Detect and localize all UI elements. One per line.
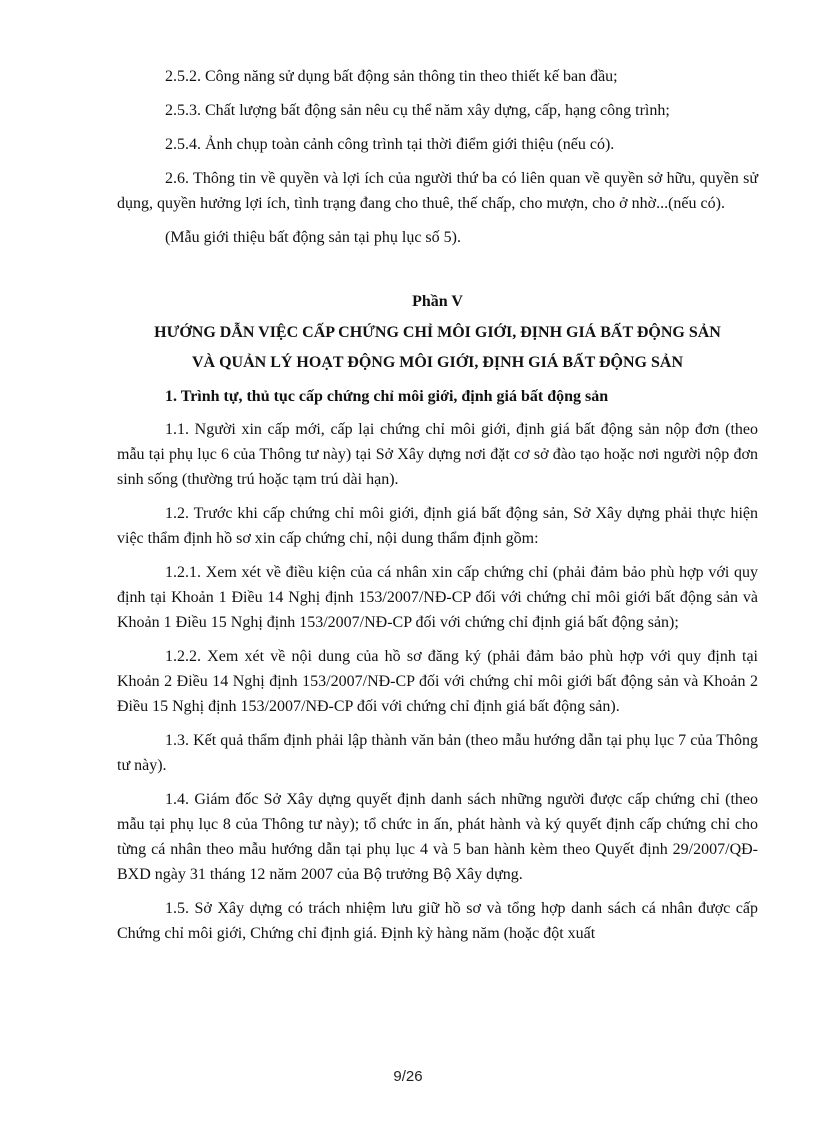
paragraph-1-2: 1.2. Trước khi cấp chứng chỉ môi giới, định giá bất động sản, Sở Xây dựng phải thực hiện việc thẩm định hồ sơ xin cấp chứng chỉ, nội dung thẩm định gồm:	[117, 505, 758, 547]
page-content	[117, 64, 758, 955]
paragraph-2-5-2: 2.5.2. Công năng sử dụng bất động sản thông tin theo thiết kế ban đầu;	[165, 68, 618, 85]
paragraph-1-2-1: 1.2.1. Xem xét về điều kiện của cá nhân xin cấp chứng chỉ (phải đảm bảo phù hợp với quy định tại Khoản 1 Điều 14 Nghị định 153/2007/NĐ-CP đối với chứng chỉ môi giới bất động sản và Khoản 1 Điều 15 Nghị định 153/2007/NĐ-CP đối với chứng chỉ định giá bất động sản);	[117, 564, 758, 631]
section-1-heading: 1. Trình tự, thủ tục cấp chứng chỉ môi giới, định giá bất động sản	[165, 388, 609, 405]
paragraph-1-1: 1.1. Người xin cấp mới, cấp lại chứng chỉ môi giới, định giá bất động sản nộp đơn (theo mẫu tại phụ lục 6 của Thông tư này) tại Sở Xây dựng nơi đặt cơ sở đào tạo hoặc nơi người nộp đơn sinh sống (thường trú hoặc tạm trú dài hạn).	[117, 421, 758, 488]
part-title-line-1: HƯỚNG DẪN VIỆC CẤP CHỨNG CHỈ MÔI GIỚI, ĐỊNH GIÁ BẤT ĐỘNG SẢN	[154, 324, 721, 341]
paragraph-appendix-note: (Mẫu giới thiệu bất động sản tại phụ lục số 5).	[165, 229, 461, 246]
paragraph-1-4: 1.4. Giám đốc Sở Xây dựng quyết định danh sách những người được cấp chứng chỉ (theo mẫu tại phụ lục 8 của Thông tư này); tổ chức in ấn, phát hành và ký quyết định cấp chứng chỉ cho từng cá nhân theo mẫu hướng dẫn tại phụ lục 4 và 5 ban hành kèm theo Quyết định 29/2007/QĐ-BXD ngày 31 tháng 12 năm 2007 của Bộ trưởng Bộ Xây dựng.	[117, 791, 758, 883]
paragraph-2-5-3: 2.5.3. Chất lượng bất động sản nêu cụ thể năm xây dựng, cấp, hạng công trình;	[165, 102, 670, 119]
part-label: Phần V	[412, 293, 463, 310]
paragraph-1-2-2: 1.2.2. Xem xét về nội dung của hồ sơ đăng ký (phải đảm bảo phù hợp với quy định tại Khoản 2 Điều 14 Nghị định 153/2007/NĐ-CP đối với chứng chỉ môi giới bất động sản và Khoản 2 Điều 15 Nghị định 153/2007/NĐ-CP đối với chứng chỉ định giá bất động sản).	[117, 648, 758, 715]
paragraph-1-3: 1.3. Kết quả thẩm định phải lập thành văn bản (theo mẫu hướng dẫn tại phụ lục 7 của Thông tư này).	[117, 732, 758, 774]
part-title-line-2: VÀ QUẢN LÝ HOẠT ĐỘNG MÔI GIỚI, ĐỊNH GIÁ BẤT ĐỘNG SẢN	[191, 354, 683, 371]
page-number: 9/26	[393, 1068, 423, 1085]
paragraph-1-5: 1.5. Sở Xây dựng có trách nhiệm lưu giữ hồ sơ và tổng hợp danh sách cá nhân được cấp Chứng chỉ môi giới, Chứng chỉ định giá. Định kỳ hàng năm (hoặc đột xuất	[117, 900, 758, 942]
paragraph-2-6: 2.6. Thông tin về quyền và lợi ích của người thứ ba có liên quan về quyền sở hữu, quyền sử dụng, quyền hưởng lợi ích, tình trạng đang cho thuê, thế chấp, cho mượn, cho ở nhờ...(nếu có).	[117, 170, 758, 212]
paragraph-2-5-4: 2.5.4. Ảnh chụp toàn cảnh công trình tại thời điểm giới thiệu (nếu có).	[165, 136, 615, 153]
section-spacer	[117, 259, 758, 289]
